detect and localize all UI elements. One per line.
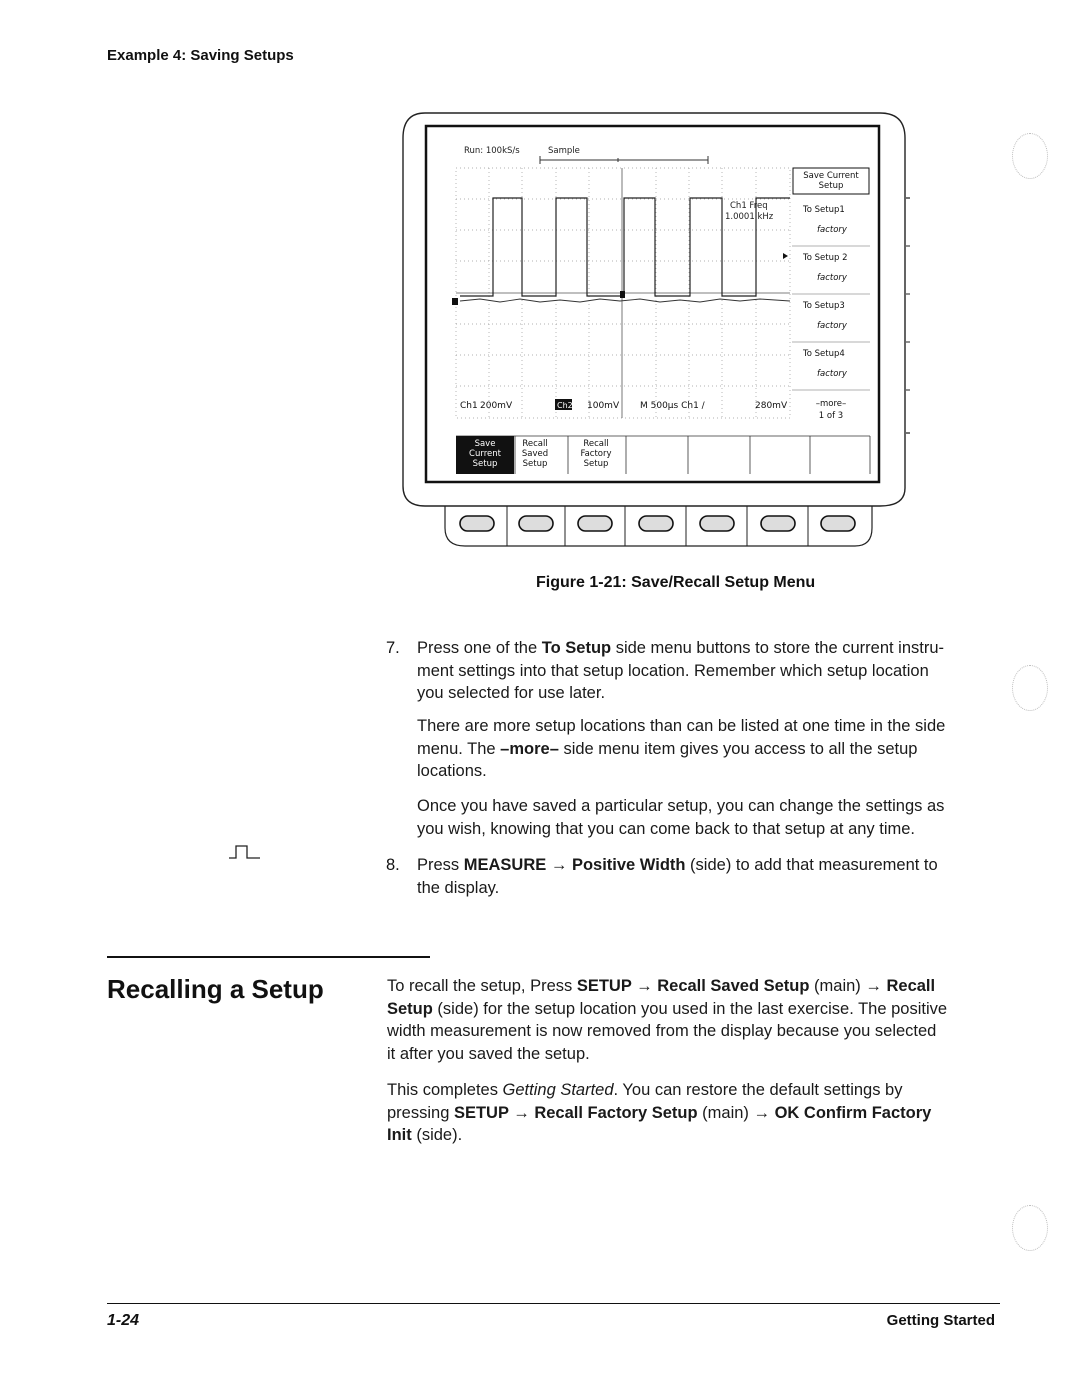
side-item-setup3-sub: factory <box>817 321 847 331</box>
more-paragraph-d: side menu item gives you access to all the setup <box>558 739 918 758</box>
meas-value: 1.0001 kHz <box>725 212 774 222</box>
step-8-text-bold: MEASURE → Positive Width <box>463 856 686 874</box>
footer-rule <box>107 1303 1000 1304</box>
step-7-text-bold: To Setup <box>541 639 612 657</box>
ch2-scale: 100mV <box>587 401 620 411</box>
completes-paragraph-italic: Getting Started <box>502 1081 614 1099</box>
step-7-text-c: side menu buttons to store the current instru- <box>611 639 945 657</box>
recall-paragraph <box>387 975 1002 1065</box>
bottom-item-recall-factory-l1: Recall <box>583 439 609 449</box>
side-item-setup2: To Setup 2 <box>803 253 848 263</box>
step-7-text-d: ment settings into that setup location. Remember which setup location <box>417 661 929 680</box>
bottom-item-save-l2: Current <box>469 449 501 459</box>
step-7-number: 7. <box>386 639 400 657</box>
trigger-marker <box>620 291 625 298</box>
recall-paragraph-bold-1: SETUP → Recall Saved Setup <box>576 977 810 995</box>
binder-hole-bottom <box>1012 1205 1048 1251</box>
side-item-setup2-sub: factory <box>817 273 847 283</box>
more-paragraph-e: locations. <box>417 762 487 780</box>
step-8-text-c: (side) to add that measurement to <box>685 856 938 874</box>
recall-paragraph-h: it after you saved the setup. <box>387 1044 590 1063</box>
bottom-button-6 <box>761 516 795 531</box>
acq-mode: Sample <box>548 146 580 156</box>
side-item-more-sub: 1 of 3 <box>818 411 844 421</box>
side-item-setup4: To Setup4 <box>803 349 845 359</box>
recall-paragraph-a: To recall the setup, Press <box>387 977 577 995</box>
bottom-item-recall-factory-l2: Factory <box>580 449 612 459</box>
completes-paragraph <box>387 1079 1002 1147</box>
timebase-readout: M 500μs Ch1 ∕ <box>640 401 705 411</box>
side-item-setup1-sub: factory <box>817 225 847 235</box>
bottom-item-recall-saved-l2: Saved <box>521 449 549 459</box>
side-bezel-buttons <box>906 198 910 433</box>
step-8-text-a: Press <box>417 856 464 874</box>
completes-paragraph-d: pressing <box>387 1103 454 1122</box>
bottom-item-save-l3: Setup <box>472 459 498 469</box>
section-rule <box>107 956 430 958</box>
completes-paragraph-bold-1: SETUP → Recall Factory Setup <box>453 1103 698 1122</box>
run-status: Run: 100kS/s <box>464 146 520 156</box>
bottom-button-4 <box>639 516 673 531</box>
footer-section: Getting Started <box>886 1312 995 1329</box>
side-item-setup3: To Setup3 <box>803 301 845 311</box>
recall-paragraph-c: (main) <box>809 977 866 995</box>
step-8-text-d: the display. <box>417 878 500 897</box>
step-7-text-e: you selected for use later. <box>417 684 606 702</box>
recall-paragraph-bold-2: → Recall <box>865 977 936 995</box>
ch1-label: Ch1 <box>460 401 478 411</box>
completes-paragraph-bold-3: Init <box>387 1126 412 1144</box>
positive-pulse-icon <box>228 844 262 860</box>
once-paragraph-a: Once you have saved a particular setup, you can change the settings as <box>417 797 945 815</box>
binder-hole-top <box>1012 133 1048 179</box>
bottom-bezel-buttons <box>445 506 872 546</box>
completes-paragraph-i: (side). <box>411 1126 463 1144</box>
bottom-button-7 <box>821 516 855 531</box>
figure-caption: Figure 1-21: Save/Recall Setup Menu <box>536 574 816 591</box>
more-paragraph-bold: –more– <box>500 739 559 758</box>
ch2-ground-marker <box>452 298 458 305</box>
recall-paragraph-bold-3: Setup <box>387 999 433 1018</box>
section-title: Recalling a Setup <box>107 974 324 1004</box>
bottom-button-1 <box>460 516 494 531</box>
recall-paragraph-g: width measurement is now removed from the display because you selected <box>387 1022 937 1040</box>
completes-paragraph-f: (main) <box>697 1103 754 1122</box>
step-7-text <box>417 637 1007 705</box>
step-8-text <box>417 854 1007 899</box>
completes-paragraph-bold-2: → OK Confirm Factory <box>753 1103 932 1122</box>
side-item-more: –more– <box>815 399 847 409</box>
more-paragraph <box>417 715 1007 783</box>
ch1-scale: 200mV <box>480 401 513 411</box>
bottom-item-recall-factory-l3: Setup <box>583 459 609 469</box>
bottom-button-5 <box>700 516 734 531</box>
side-menu-title-sub: Setup <box>818 181 844 191</box>
side-menu-title: Save Current <box>803 171 859 181</box>
page-number: 1-24 <box>107 1312 140 1329</box>
trigger-readout: 280mV <box>755 401 788 411</box>
more-paragraph-b: menu. The <box>417 739 501 758</box>
bottom-item-save-l1: Save <box>474 439 496 449</box>
bottom-item-recall-saved-l3: Setup <box>522 459 548 469</box>
recall-paragraph-f: (side) for the setup location you used in the last exercise. The positive <box>432 999 948 1018</box>
binder-hole-middle <box>1012 665 1048 711</box>
oscilloscope-figure <box>400 108 910 578</box>
side-item-setup4-sub: factory <box>817 369 847 379</box>
bottom-item-recall-saved-l1: Recall <box>522 439 548 449</box>
meas-label: Ch1 Freq <box>730 201 768 211</box>
once-paragraph-b: you wish, knowing that you can come back to that setup at any time. <box>417 819 916 838</box>
once-paragraph <box>417 795 1007 840</box>
step-7-text-a: Press one of the <box>417 639 542 657</box>
ch2-label: Ch2 <box>557 401 573 410</box>
bottom-button-2 <box>519 516 553 531</box>
completes-paragraph-c: . You can restore the default settings by <box>613 1081 903 1099</box>
completes-paragraph-a: This completes <box>387 1081 503 1099</box>
page-header: Example 4: Saving Setups <box>107 47 294 64</box>
side-item-setup1: To Setup1 <box>803 205 845 215</box>
bottom-button-3 <box>578 516 612 531</box>
more-paragraph-a: There are more setup locations than can be listed at one time in the side <box>417 717 946 735</box>
step-8-number: 8. <box>386 856 400 874</box>
